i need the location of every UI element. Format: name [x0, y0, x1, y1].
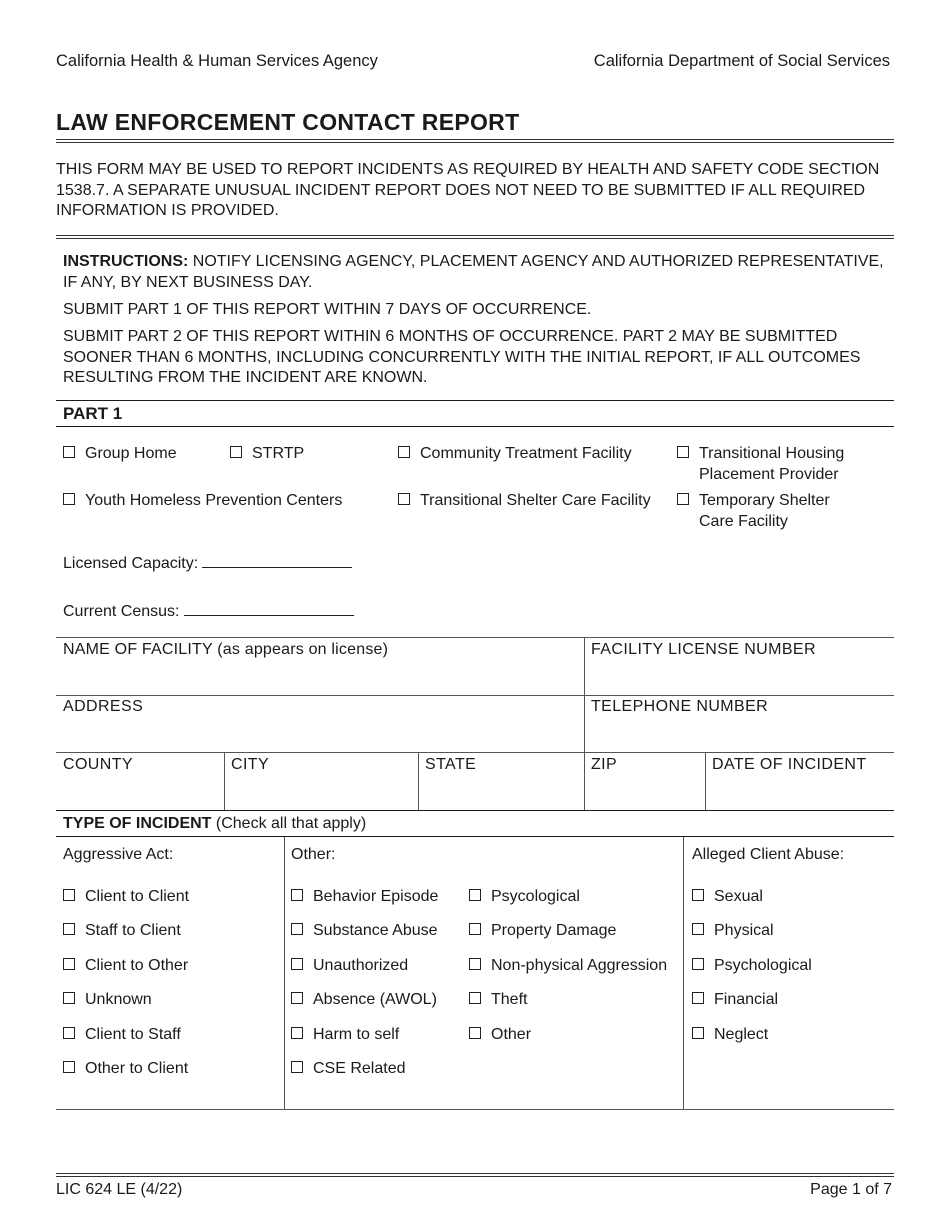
part1-bottom-rule: [56, 426, 894, 427]
footer-divider: [56, 1173, 894, 1174]
page-number: Page 1 of 7: [810, 1181, 892, 1198]
aggressive-unknown[interactable]: Unknown: [63, 990, 152, 1011]
other-theft[interactable]: Theft: [469, 990, 527, 1011]
checkbox[interactable]: [469, 958, 481, 970]
checkbox[interactable]: [63, 1061, 75, 1073]
intro-text: THIS FORM MAY BE USED TO REPORT INCIDENTS AS REQUIRED BY HEALTH AND SAFETY CODE SECTION 1538.7. A SEPARATE UNUSUAL INCIDENT REPORT DOES NOT NEED TO BE SUBMITTED IF ALL REQUIRED INFORMATION IS PROVIDED.: [56, 161, 880, 219]
checkbox[interactable]: [291, 958, 303, 970]
aggressive-client-to-staff[interactable]: Client to Staff: [63, 1025, 181, 1046]
facility-type-community-treatment[interactable]: Community Treatment Facility: [398, 444, 632, 465]
checkbox[interactable]: [63, 446, 75, 458]
incident-col-divider: [284, 837, 285, 1109]
checkbox[interactable]: [692, 1027, 704, 1039]
other-non-physical-aggression[interactable]: Non-physical Aggression: [469, 956, 667, 977]
aggressive-act-label: Aggressive Act:: [63, 846, 174, 863]
alleged-abuse-label: Alleged Client Abuse:: [692, 846, 845, 863]
page-title: LAW ENFORCEMENT CONTACT REPORT: [56, 109, 520, 135]
abuse-physical[interactable]: Physical: [692, 921, 774, 942]
aggressive-client-to-client[interactable]: Client to Client: [63, 887, 189, 908]
city-field[interactable]: CITY: [231, 756, 270, 773]
abuse-neglect[interactable]: Neglect: [692, 1025, 768, 1046]
grid-rule-1: [56, 637, 894, 638]
checkbox[interactable]: [291, 992, 303, 1004]
grid-rule-2: [56, 695, 894, 696]
abuse-psychological[interactable]: Psychological: [692, 956, 812, 977]
checkbox[interactable]: [291, 1061, 303, 1073]
checkbox[interactable]: [63, 923, 75, 935]
licensed-capacity-field[interactable]: Licensed Capacity:: [63, 553, 352, 573]
checkbox[interactable]: [677, 446, 689, 458]
telephone-field[interactable]: TELEPHONE NUMBER: [591, 698, 769, 715]
aggressive-staff-to-client[interactable]: Staff to Client: [63, 921, 181, 942]
date-of-incident-field[interactable]: DATE OF INCIDENT: [712, 756, 867, 773]
checkbox[interactable]: [291, 923, 303, 935]
instructions-text: NOTIFY LICENSING AGENCY, PLACEMENT AGENCY AND AUTHORIZED REPRESENTATIVE, IF ANY, BY NEXT BUSINESS DAY.: [63, 253, 884, 291]
checkbox[interactable]: [692, 889, 704, 901]
facility-type-youth-homeless[interactable]: Youth Homeless Prevention Centers: [63, 491, 342, 512]
aggressive-other-to-client[interactable]: Other to Client: [63, 1059, 188, 1080]
facility-type-temporary-shelter[interactable]: Temporary Shelter Care Facility: [677, 491, 849, 532]
title-divider: [56, 139, 894, 140]
abuse-sexual[interactable]: Sexual: [692, 887, 763, 908]
current-census-field[interactable]: Current Census:: [63, 601, 354, 621]
aggressive-client-to-other[interactable]: Client to Other: [63, 956, 188, 977]
checkbox[interactable]: [63, 992, 75, 1004]
instructions-line1: [63, 252, 893, 293]
grid-col-divider: [705, 752, 706, 810]
part1-heading: PART 1: [63, 404, 123, 423]
instructions-line2: SUBMIT PART 1 OF THIS REPORT WITHIN 7 DAYS OF OCCURRENCE.: [63, 301, 592, 318]
checkbox[interactable]: [63, 493, 75, 505]
other-property-damage[interactable]: Property Damage: [469, 921, 616, 942]
checkbox[interactable]: [692, 958, 704, 970]
abuse-financial[interactable]: Financial: [692, 990, 778, 1011]
other-harm-to-self[interactable]: Harm to self: [291, 1025, 399, 1046]
facility-type-strtp[interactable]: STRTP: [230, 444, 304, 465]
zip-field[interactable]: ZIP: [591, 756, 618, 773]
agency-name: California Health & Human Services Agency: [56, 52, 378, 70]
state-field[interactable]: STATE: [425, 756, 477, 773]
checkbox[interactable]: [63, 958, 75, 970]
grid-col-divider: [224, 752, 225, 810]
instructions-line3: SUBMIT PART 2 OF THIS REPORT WITHIN 6 MONTHS OF OCCURRENCE. PART 2 MAY BE SUBMITTED SOONER THAN 6 MONTHS, INCLUDING CONCURRENTLY WITH THE INITIAL REPORT, IF ALL OUTCOMES RESULTING FROM THE INCIDENT ARE KNOWN.: [63, 328, 861, 386]
other-cse-related[interactable]: CSE Related: [291, 1059, 406, 1080]
checkbox[interactable]: [692, 992, 704, 1004]
other-psycological[interactable]: Psycological: [469, 887, 580, 908]
other-unauthorized[interactable]: Unauthorized: [291, 956, 408, 977]
checkbox[interactable]: [469, 1027, 481, 1039]
incident-rule: [56, 836, 894, 837]
facility-type-transitional-housing[interactable]: Transitional Housing Placement Provider: [677, 444, 869, 485]
part1-top-rule: [56, 400, 894, 401]
instructions-label: INSTRUCTIONS:: [63, 253, 189, 270]
incident-heading: TYPE OF INCIDENT (Check all that apply): [63, 815, 367, 832]
intro-divider: [56, 235, 894, 236]
grid-rule-4: [56, 810, 894, 811]
checkbox[interactable]: [291, 1027, 303, 1039]
checkbox[interactable]: [291, 889, 303, 901]
county-field[interactable]: COUNTY: [63, 756, 133, 773]
other-other[interactable]: Other: [469, 1025, 531, 1046]
licensed-capacity-input[interactable]: [202, 553, 352, 568]
other-label: Other:: [291, 846, 336, 863]
checkbox[interactable]: [677, 493, 689, 505]
facility-type-transitional-shelter[interactable]: Transitional Shelter Care Facility: [398, 491, 651, 512]
current-census-input[interactable]: [184, 601, 354, 616]
checkbox[interactable]: [469, 889, 481, 901]
grid-col-divider: [584, 637, 585, 810]
grid-rule-3: [56, 752, 894, 753]
form-number: LIC 624 LE (4/22): [56, 1181, 183, 1198]
checkbox[interactable]: [469, 923, 481, 935]
license-number-field[interactable]: FACILITY LICENSE NUMBER: [591, 641, 816, 658]
other-behavior-episode[interactable]: Behavior Episode: [291, 887, 438, 908]
checkbox[interactable]: [398, 446, 410, 458]
checkbox[interactable]: [692, 923, 704, 935]
facility-type-group-home[interactable]: Group Home: [63, 444, 177, 465]
checkbox[interactable]: [63, 889, 75, 901]
other-substance-abuse[interactable]: Substance Abuse: [291, 921, 438, 942]
facility-name-field[interactable]: NAME OF FACILITY (as appears on license): [63, 641, 389, 658]
other-absence-awol[interactable]: Absence (AWOL): [291, 990, 437, 1011]
checkbox[interactable]: [469, 992, 481, 1004]
checkbox[interactable]: [230, 446, 242, 458]
checkbox[interactable]: [63, 1027, 75, 1039]
checkbox[interactable]: [398, 493, 410, 505]
grid-col-divider: [418, 752, 419, 810]
department-name: California Department of Social Services: [593, 52, 890, 70]
incident-bottom-rule: [56, 1109, 894, 1110]
address-field[interactable]: ADDRESS: [63, 698, 144, 715]
incident-col-divider: [683, 837, 684, 1109]
